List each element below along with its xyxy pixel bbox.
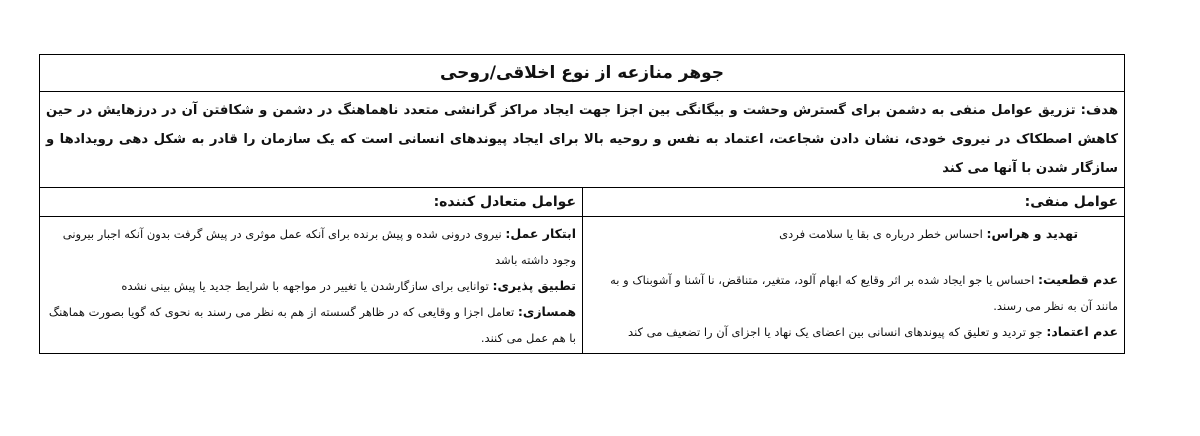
headings-row	[40, 188, 1125, 217]
balancing-item-term: تطبیق پذیری:	[492, 278, 577, 293]
balancing-item-adaptability	[46, 273, 576, 299]
negative-item-mistrust	[589, 319, 1118, 345]
balancing-item-text: تعامل اجزا و وقایعی که در ظاهر گسسته از هم به نظر می رسند به نحوی که گویا بصورت هماهنگ با هم عمل می کنند.	[48, 305, 577, 345]
balancing-item-text: توانایی برای سازگارشدن یا تغییر در مواجهه با شرایط جدید یا پیش بینی نشده	[121, 279, 489, 293]
balancing-item-harmony	[46, 299, 576, 351]
negative-item-term: تهدید و هراس:	[986, 226, 1079, 241]
negative-item-text: احساس یا جو ایجاد شده بر اثر وقایع که ابهام آلود، متغیر، متناقض، نا آشنا و آشوبناک و به مانند آن به نظر می رسند.	[610, 273, 1119, 313]
negative-factors-list	[583, 217, 1125, 354]
goal-label: هدف:	[1080, 103, 1119, 118]
balancing-factors-heading: عوامل متعادل کننده:	[40, 188, 583, 217]
goal-text: تزریق عوامل منفی به دشمن برای گسترش وحشت و بیگانگی بین اجزا جهت ایجاد مراکز گرانشی متعدد ناهماهنگ در دشمن و شکافتن آن در درزهایش در حین کاهش اصطکاک در نیروی خودی، نشان دادن شجاعت، اعتماد به نفس و روحیه بالا برای ایجاد پیوندهای انسانی است که یک سازمان را قادر به شکل دهی رویدادها و سازگار شدن با آنها می کند	[46, 103, 1119, 176]
balancing-item-initiative	[46, 221, 576, 273]
negative-item-term: عدم اعتماد:	[1046, 324, 1119, 339]
negative-item-text: جو تردید و تعلیق که پیوندهای انسانی بین اعضای یک نهاد یا اجزای آن را تضعیف می کند	[628, 325, 1043, 339]
balancing-item-term: همسازی:	[517, 304, 577, 319]
balancing-item-text: نیروی درونی شده و پیش برنده برای آنکه عمل موثری در پیش گرفت بدون آنکه اجبار بیرونی وجود داشته باشد	[62, 227, 577, 267]
balancing-item-term: ابتکار عمل:	[505, 226, 577, 241]
goal-row	[40, 92, 1125, 188]
goal-cell	[40, 92, 1125, 188]
factors-row	[40, 217, 1125, 354]
table-title: جوهر منازعه از نوع اخلاقی/روحی	[40, 55, 1125, 92]
negative-item-text: احساس خطر درباره ی بقا یا سلامت فردی	[779, 227, 983, 241]
balancing-factors-list	[40, 217, 583, 354]
negative-item-term: عدم قطعیت:	[1037, 272, 1119, 287]
negative-factors-heading: عوامل منفی:	[583, 188, 1125, 217]
title-row	[40, 55, 1125, 92]
negative-item-uncertainty	[589, 267, 1118, 319]
conflict-table	[39, 54, 1125, 354]
negative-item-threat	[589, 221, 1118, 247]
